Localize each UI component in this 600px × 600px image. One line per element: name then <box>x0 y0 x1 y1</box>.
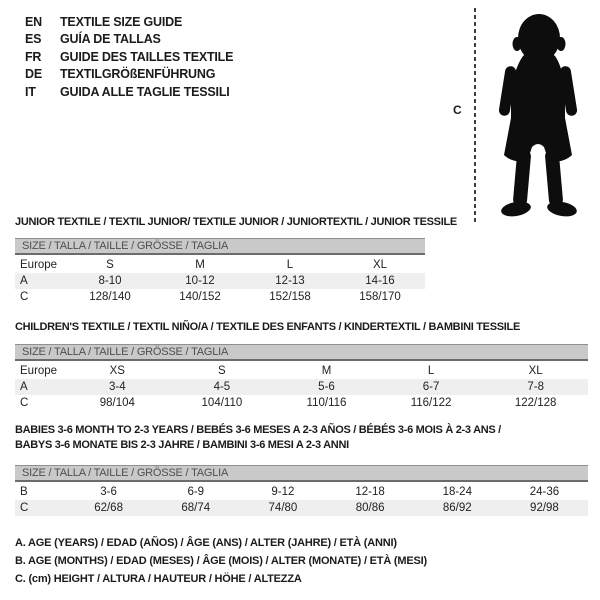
row-label: C <box>20 397 29 409</box>
age-cell: 3-4 <box>108 381 126 393</box>
age-cell: 3-6 <box>100 486 117 498</box>
age-cell: 7-8 <box>527 381 544 393</box>
guide-title-it: GUIDA ALLE TAGLIE TESSILI <box>60 84 230 99</box>
height-cell: 152/158 <box>269 291 311 303</box>
height-cell: 158/170 <box>359 291 401 303</box>
babies-section-heading <box>15 423 501 453</box>
table-row <box>15 257 425 273</box>
age-cell: 9-12 <box>271 486 295 498</box>
height-cell: 104/110 <box>201 397 243 409</box>
language-row-en <box>25 13 233 31</box>
table-row <box>15 273 425 289</box>
size-cell: S <box>218 365 226 377</box>
age-cell: 12-18 <box>355 486 385 498</box>
height-cell: 122/128 <box>514 397 557 409</box>
age-cell: 10-12 <box>185 275 215 287</box>
language-code: FR <box>25 49 42 64</box>
age-cell: 6-7 <box>422 381 440 393</box>
height-cell: 68/74 <box>181 502 211 514</box>
row-label: C <box>20 502 29 514</box>
footnote-age-months: B. AGE (MONTHS) / EDAD (MESES) / ÂGE (MOIS) / ALTER (MONATE) / ETÀ (MESI) <box>15 555 427 567</box>
guide-title-fr: GUIDE DES TAILLES TEXTILE <box>60 49 234 64</box>
height-cell: 74/80 <box>268 502 298 514</box>
size-cell: XS <box>109 365 125 377</box>
row-label: C <box>20 291 29 303</box>
table-row <box>15 484 588 500</box>
age-cell: 24-36 <box>529 486 560 498</box>
guide-title-en: TEXTILE SIZE GUIDE <box>60 14 183 29</box>
babies-size-table <box>15 484 588 516</box>
height-measure-dashed-line <box>474 8 476 222</box>
language-row-fr <box>25 48 233 66</box>
height-cell: 110/116 <box>306 397 347 409</box>
row-label: A <box>20 275 28 287</box>
legend-footnotes <box>15 534 427 588</box>
language-legend <box>25 13 233 101</box>
language-row-de <box>25 66 233 84</box>
row-label: Europe <box>20 259 58 271</box>
height-cell: 116/122 <box>410 397 452 409</box>
age-cell: 6-9 <box>187 486 205 498</box>
language-code: IT <box>25 84 36 99</box>
row-label: B <box>20 486 28 498</box>
height-cell: 86/92 <box>442 502 472 514</box>
children-size-bar: SIZE / TALLA / TAILLE / GRÖSSE / TAGLIA <box>15 344 588 361</box>
table-row <box>15 379 588 395</box>
language-code: DE <box>25 67 42 82</box>
language-row-it <box>25 83 233 101</box>
age-cell: 4-5 <box>213 381 231 393</box>
footnote-age-years: A. AGE (YEARS) / EDAD (AÑOS) / ÂGE (ANS) / ALTER (JAHRE) / ETÀ (ANNI) <box>15 537 397 549</box>
size-cell: S <box>106 259 114 271</box>
age-cell: 8-10 <box>98 275 122 287</box>
junior-size-table <box>15 257 425 305</box>
row-label: A <box>20 381 28 393</box>
table-row <box>15 289 425 305</box>
size-cell: M <box>321 365 332 377</box>
height-cell: 80/86 <box>355 502 385 514</box>
age-cell: 12-13 <box>275 275 305 287</box>
age-cell: 14-16 <box>365 275 395 287</box>
size-cell: M <box>195 259 205 271</box>
height-cell: 140/152 <box>179 291 221 303</box>
language-code: EN <box>25 14 42 29</box>
size-cell: XL <box>528 365 543 377</box>
guide-title-de: TEXTILGRÖßENFÜHRUNG <box>60 67 216 82</box>
height-marker-label: C <box>453 103 462 117</box>
footnote-height-cm: C. (cm) HEIGHT / ALTURA / HAUTEUR / HÖHE / ALTEZZA <box>15 573 302 585</box>
language-row-es <box>25 31 233 49</box>
age-cell: 5-6 <box>318 381 335 393</box>
junior-section-heading: JUNIOR TEXTILE / TEXTIL JUNIOR/ TEXTILE JUNIOR / JUNIORTEXTIL / JUNIOR TESSILE <box>15 216 457 228</box>
height-cell: 62/68 <box>94 502 123 514</box>
toddler-silhouette-image <box>485 8 591 222</box>
language-code: ES <box>25 32 42 47</box>
height-cell: 92/98 <box>530 502 559 514</box>
children-section-heading: CHILDREN'S TEXTILE / TEXTIL NIÑO/A / TEXTILE DES ENFANTS / KINDERTEXTIL / BAMBINI TESSILE <box>15 321 520 333</box>
table-row <box>15 363 588 379</box>
age-cell: 18-24 <box>442 486 472 498</box>
size-cell: XL <box>372 259 388 271</box>
size-cell: L <box>286 259 294 271</box>
babies-heading-line1: BABIES 3-6 MONTH TO 2-3 YEARS / BEBÉS 3-6 MESES A 2-3 AÑOS / BÉBÉS 3-6 MOIS À 2-3 ANS / <box>15 424 501 436</box>
junior-size-bar: SIZE / TALLA / TAILLE / GRÖSSE / TAGLIA <box>15 238 425 255</box>
babies-heading-line2: BABYS 3-6 MONATE BIS 2-3 JAHRE / BAMBINI 3-6 MESI A 2-3 ANNI <box>15 439 349 451</box>
height-cell: 98/104 <box>99 397 135 409</box>
size-cell: L <box>427 365 435 377</box>
height-cell: 128/140 <box>89 291 131 303</box>
table-row <box>15 395 588 411</box>
table-row <box>15 500 588 516</box>
children-size-table <box>15 363 588 411</box>
babies-size-bar: SIZE / TALLA / TAILLE / GRÖSSE / TAGLIA <box>15 465 588 482</box>
guide-title-es: GUÍA DE TALLAS <box>60 32 161 47</box>
row-label: Europe <box>20 365 58 377</box>
